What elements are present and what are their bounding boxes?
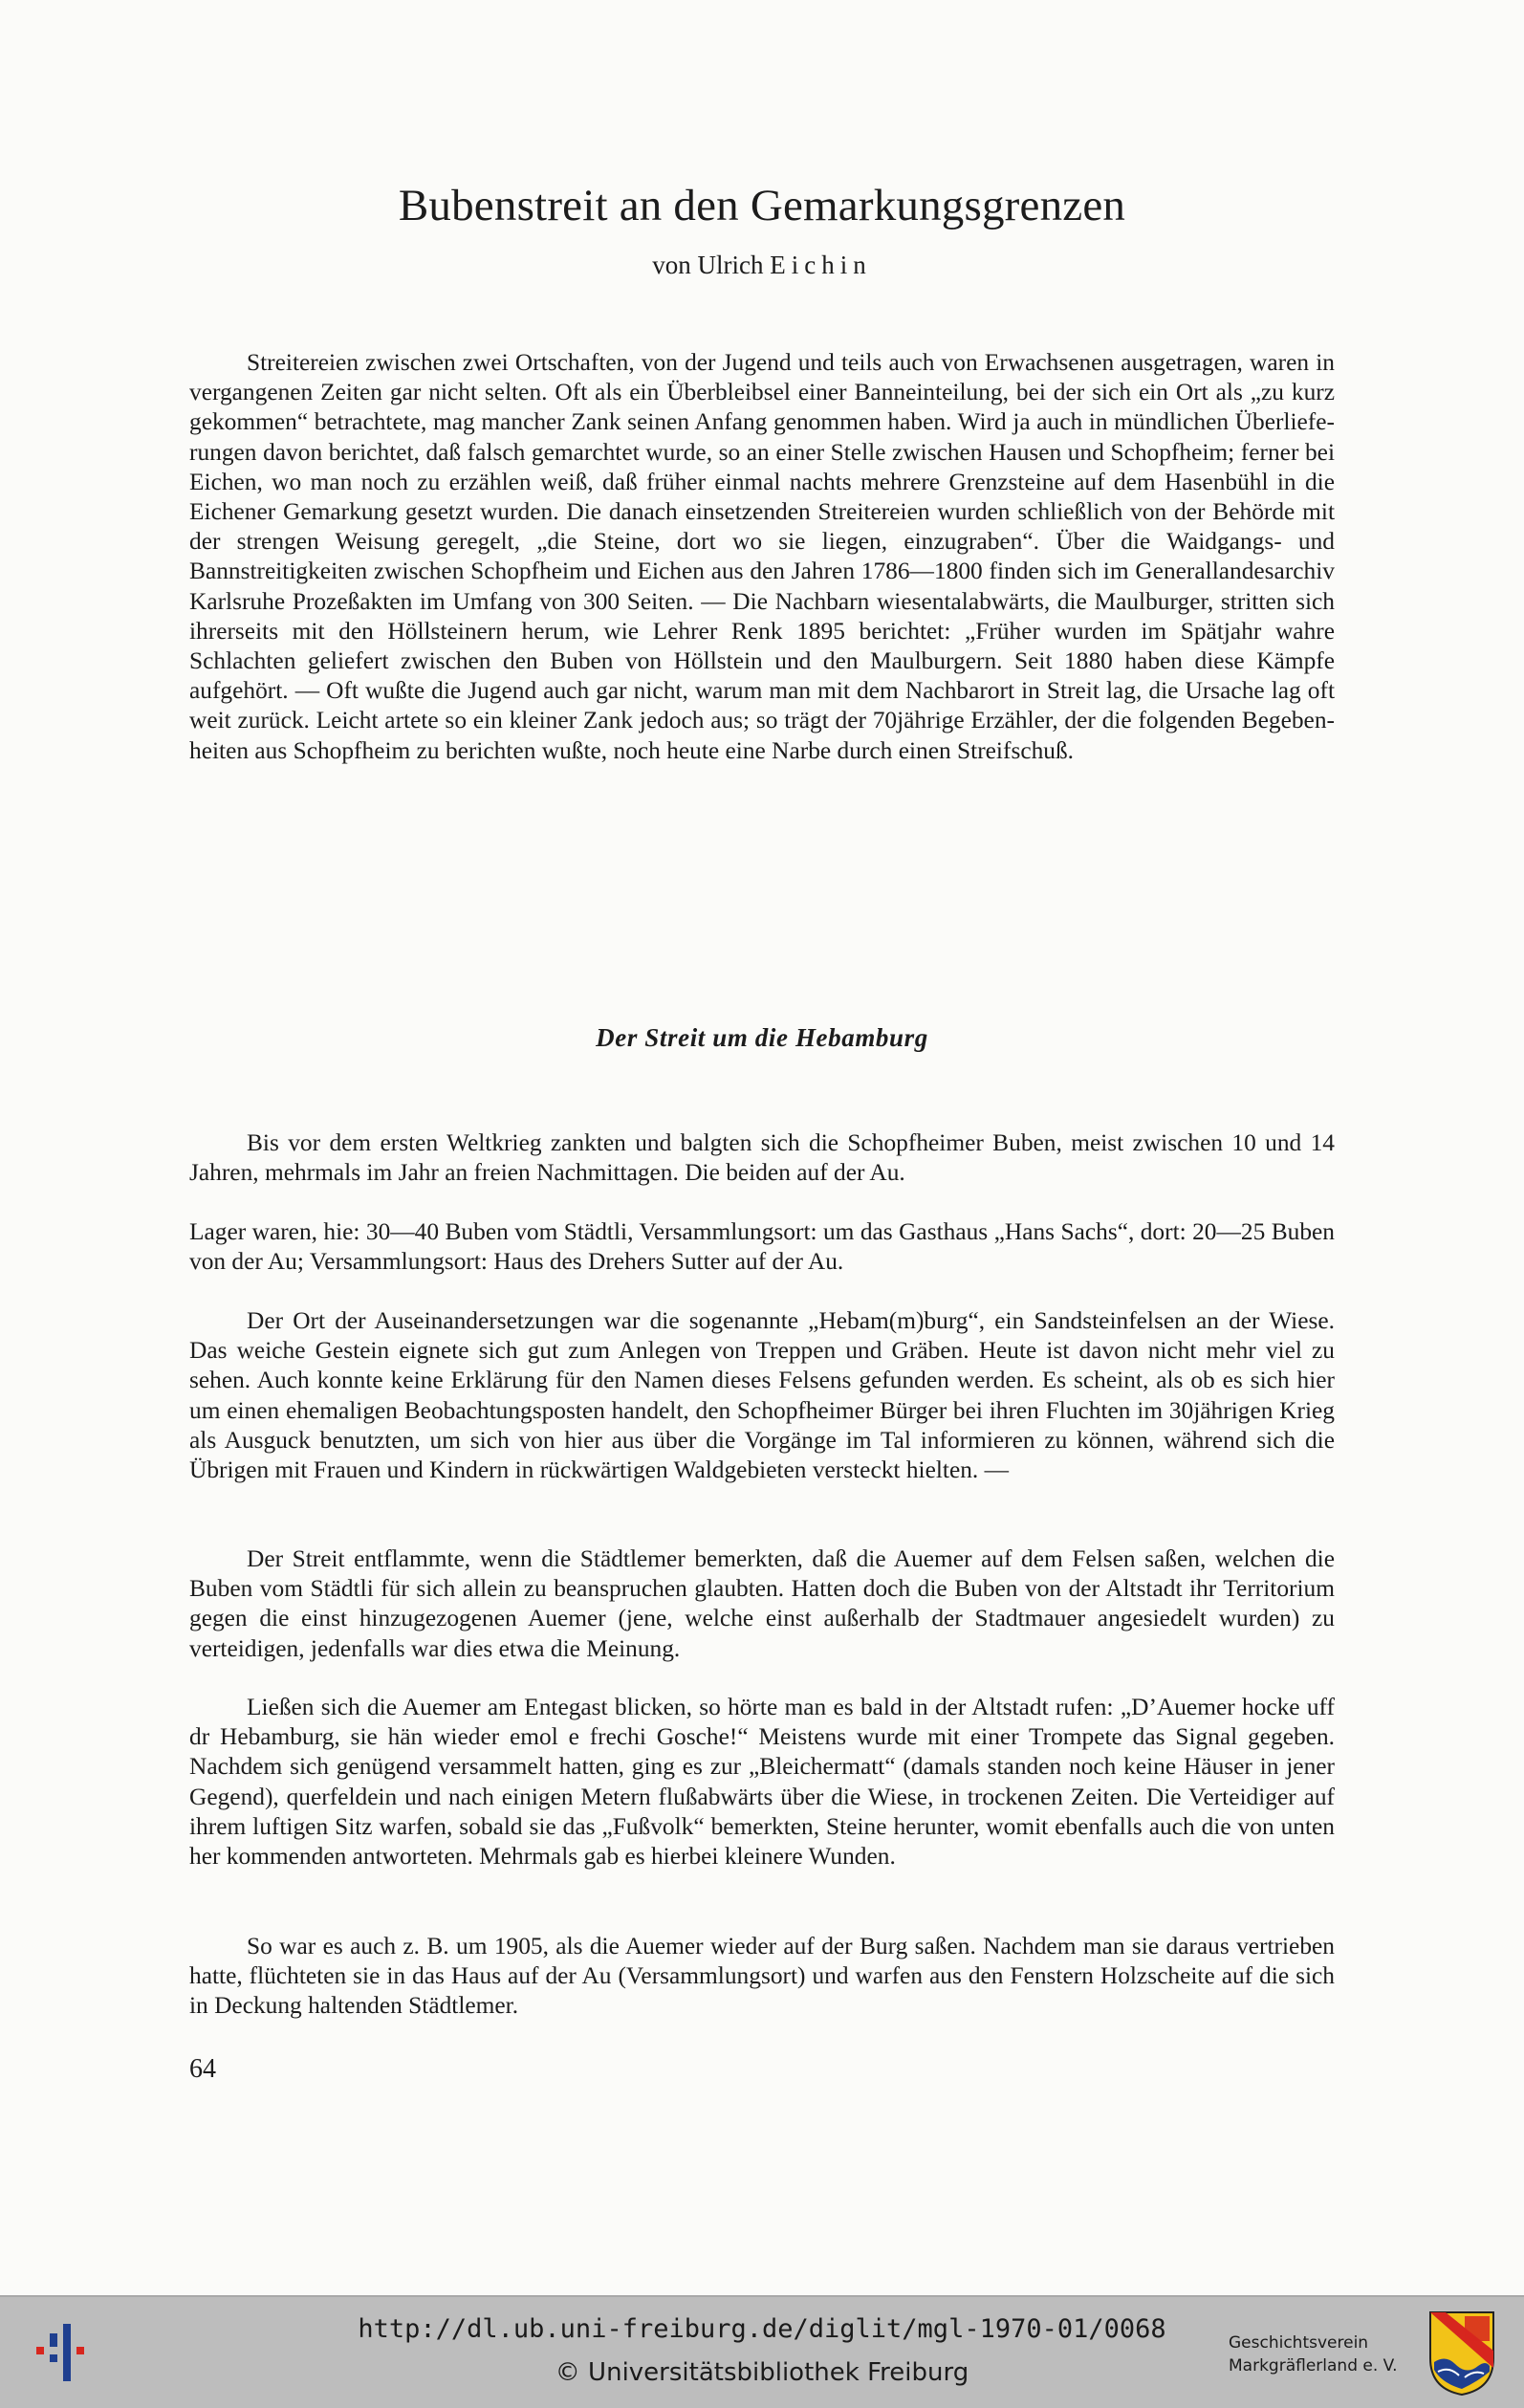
footer-copyright: © Universitätsbibliothek Freiburg (555, 2358, 969, 2387)
library-footer (0, 2295, 1524, 2408)
paragraph-1: Bis vor dem ersten Weltkrieg zankten und balgten sich die Schopfheimer Buben, meist zwischen 10 und 14 Jahren, mehrmals im Jahr an freien Nachmittagen. Die beiden auf der Au. (189, 1129, 1335, 1187)
footer-url-link[interactable]: http://dl.ub.uni-freiburg.de/diglit/mgl-1970-01/0068 (358, 2314, 1166, 2344)
author-prefix: von Ulrich (652, 251, 764, 279)
paragraph-3: Der Ort der Auseinandersetzungen war die sogenannte „Hebam(m)burg“, ein Sandsteinfelsen an der Wiese. Das weiche Gestein eignete sich gut zum Anlegen von Treppen und Gräben. Heute ist davon nicht mehr viel zu sehen. Auch konnte keine Erklärung für den Namen dieses Felsens gefunden werden. Es scheint, als ob es sich hier um einen ehemaligen Beobachtungsposten handelt, den Schopfheimer Bürger bei ihren Fluchten im 30jährigen Krieg als Ausguck benutzten, um sich von hier aus über die Vorgänge im Tal informieren zu können, während sich die Übrigen mit Frauen und Kindern in rückwärtigen Waldgebieten versteckt hielten. — (189, 1307, 1335, 1484)
society-name (1229, 2331, 1420, 2377)
coat-of-arms-icon (1426, 2309, 1497, 2397)
page-number: 64 (189, 2054, 216, 2084)
paragraph-4: Der Streit entflammte, wenn die Städtlemer bemerkten, daß die Auemer auf dem Felsen saßen, welchen die Buben vom Städtli für sich allein zu beanspruchen glaubten. Hatten doch die Buben von der Altstadt ihr Territorium gegen die einst hinzugezogenen Auemer (jene, welche einst außerhalb der Stadtmauer angesiedelt wurden) zu verteidigen, jedenfalls war dies etwa die Meinung. (189, 1545, 1335, 1662)
author-surname: Eichin (770, 251, 872, 279)
intro-paragraph: Streitereien zwischen zwei Ortschaften, von der Jugend und teils auch von Erwachsenen ausgetragen, waren in vergangenen Zeiten gar nicht selten. Oft als ein Überbleibsel einer Banneinteilung, bei der sich ein Ort als „zu kurz gekommen“ betrachtete, mag mancher Zank seinen Anfang genommen haben. Wird ja auch in mündlichen Überlieferungen davon berichtet, daß falsch gemarchtet wurde, so an einer Stelle zwischen Hausen und Schopfheim; ferner bei Eichen, wo man noch zu erzählen weiß, daß früher einmal nachts mehrere Grenzsteine auf dem Hasenbühl in die Eichener Gemarkung gesetzt wurden. Die danach einsetzenden Streitereien wurden schließlich von der Behörde mit der strengen Weisung geregelt, „die Steine, dort wo sie liegen, einzugraben“. Über die Waidgangs- und Bannstreitigkeiten zwischen Schopfheim und Eichen aus den Jahren 1786—1800 finden sich im Generallandesarchiv Karlsruhe Prozeßakten im Umfang von 300 Seiten. — Die Nachbarn wiesentalabwärts, die Maulburger, stritten sich ihrerseits mit den Höllsteinern herum, wie Lehrer Renk 1895 berichtet: „Früher wurden im Spätjahr wahre Schlachten geliefert zwischen den Buben von Höllstein und den Maulburgern. Seit 1880 haben diese Kämpfe aufgehört. — Oft wußte die Jugend auch gar nicht, warum man mit dem Nachbarort in Streit lag, die Ursache lag oft weit zurück. Leicht artete so ein kleiner Zank jedoch aus; so trägt der 70jährige Erzähler, der die folgenden Begebenheiten aus Schopfheim zu berichten wußte, noch heute eine Narbe durch einen Streifschuß. (189, 349, 1335, 764)
paragraph-5: Ließen sich die Auemer am Entegast blicken, so hörte man es bald in der Altstadt rufen: „D’Auemer hocke uff dr Hebamburg, sie hän wieder emol e frechi Gosche!“ Meistens wurde mit einer Trompete das Signal gegeben. Nachdem sich genügend versammelt hatten, ging es zur „Bleichermatt“ (damals standen noch keine Häuser in jener Gegend), querfeldein und nach einigen Metern flußabwärts über die Wiese, in trockenen Zeiten. Die Verteidiger auf ihrem luftigen Sitz warfen, sobald sie das „Fußvolk“ bemerkten, Steine herunter, womit ebenfalls auch die von unten her kommenden antworteten. Mehrmals gab es hierbei kleinere Wunden. (189, 1694, 1335, 1871)
society-line-2: Markgräflerland e. V. (1229, 2356, 1398, 2375)
article-title: Bubenstreit an den Gemarkungsgrenzen (398, 181, 1126, 230)
article-author (0, 251, 1524, 280)
paragraph-6: So war es auch z. B. um 1905, als die Auemer wieder auf der Burg saßen. Nachdem man sie daraus vertrieben hatte, flüchteten sie in das Haus auf der Au (Versammlungsort) und warfen aus den Fenstern Holzscheite auf die sich in Deckung haltenden Städtlemer. (189, 1933, 1335, 2020)
section-title: Der Streit um die Hebamburg (596, 1023, 928, 1052)
society-line-1: Geschichtsverein (1229, 2333, 1369, 2353)
paragraph-2: Lager waren, hie: 30—40 Buben vom Städtli, Versammlungsort: um das Gasthaus „Hans Sachs“, dort: 20—25 Buben von der Au; Versammlungsort: Haus des Drehers Sutter auf der Au. (189, 1218, 1335, 1276)
